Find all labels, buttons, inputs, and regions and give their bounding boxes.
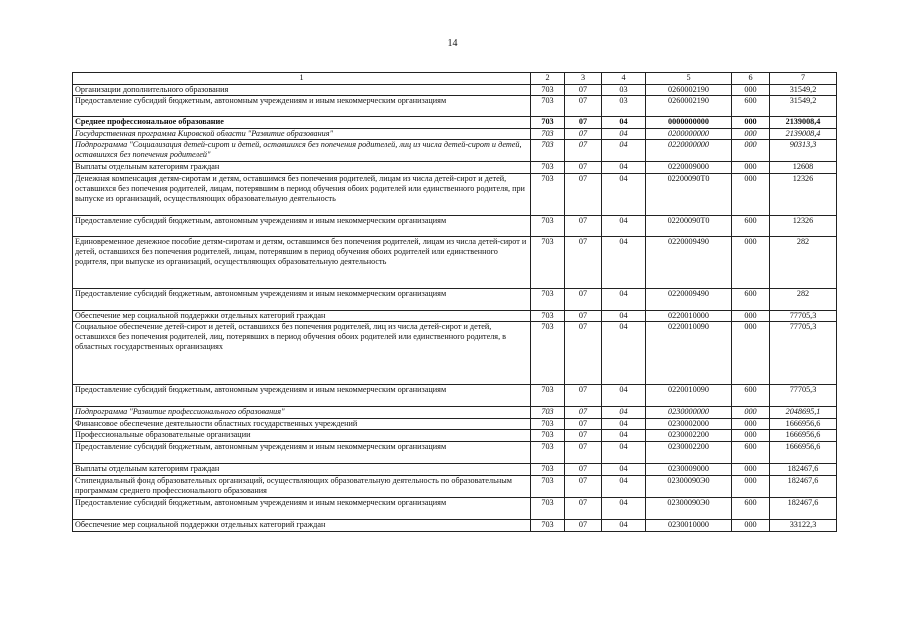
row-target-article: 0000000000 — [646, 117, 732, 129]
row-subsection: 04 — [602, 140, 646, 162]
row-section: 07 — [565, 216, 602, 237]
row-section: 07 — [565, 237, 602, 289]
table-row — [73, 96, 837, 117]
table-row — [73, 85, 837, 96]
row-amount: 77705,3 — [770, 322, 837, 385]
budget-table — [72, 72, 837, 532]
row-expense-type: 000 — [732, 520, 770, 532]
row-expense-type: 000 — [732, 140, 770, 162]
row-target-article: 0260002190 — [646, 96, 732, 117]
row-name: Выплаты отдельным категориям граждан — [73, 162, 531, 174]
row-target-article: 0220010090 — [646, 322, 732, 385]
row-name: Предоставление субсидий бюджетным, автономным учреждениям и иным некоммерческим организациям — [73, 216, 531, 237]
row-section: 07 — [565, 140, 602, 162]
row-amount: 77705,3 — [770, 385, 837, 407]
row-expense-type: 000 — [732, 85, 770, 96]
row-name: Единовременное денежное пособие детям-сиротам и детям, оставшимся без попечения родителей, лицам из числа детей-сирот и детей, оставшихся без попечения родителей, лицам, потерявшим в период обучения обоих родителей или единственного родителя, при выпуске из организаций, осуществляющих образовательную деятельность — [73, 237, 531, 289]
row-target-article: 02300090Э0 — [646, 498, 732, 520]
row-admin-code: 703 — [531, 140, 565, 162]
row-subsection: 03 — [602, 85, 646, 96]
row-target-article: 0200000000 — [646, 129, 732, 140]
row-admin-code: 703 — [531, 419, 565, 430]
row-subsection: 04 — [602, 419, 646, 430]
column-header: 3 — [565, 73, 602, 85]
table-row — [73, 162, 837, 174]
column-header: 4 — [602, 73, 646, 85]
row-expense-type: 000 — [732, 322, 770, 385]
row-expense-type: 000 — [732, 117, 770, 129]
row-target-article: 0220010000 — [646, 311, 732, 322]
row-admin-code: 703 — [531, 117, 565, 129]
row-section: 07 — [565, 129, 602, 140]
row-expense-type: 600 — [732, 96, 770, 117]
row-admin-code: 703 — [531, 520, 565, 532]
row-section: 07 — [565, 117, 602, 129]
row-expense-type: 000 — [732, 419, 770, 430]
row-name: Стипендиальный фонд образовательных организаций, осуществляющих образовательную деятельность по образовательным программам среднего профессионального образования — [73, 476, 531, 498]
row-subsection: 04 — [602, 174, 646, 216]
row-expense-type: 600 — [732, 498, 770, 520]
row-amount: 1666956,6 — [770, 419, 837, 430]
row-name: Организации дополнительного образования — [73, 85, 531, 96]
row-target-article: 02200090Т0 — [646, 174, 732, 216]
row-target-article: 02200090Т0 — [646, 216, 732, 237]
row-admin-code: 703 — [531, 407, 565, 419]
row-section: 07 — [565, 464, 602, 476]
row-section: 07 — [565, 498, 602, 520]
row-expense-type: 000 — [732, 311, 770, 322]
row-section: 07 — [565, 419, 602, 430]
table-row — [73, 385, 837, 407]
row-target-article: 0260002190 — [646, 85, 732, 96]
row-admin-code: 703 — [531, 476, 565, 498]
row-name: Социальное обеспечение детей-сирот и детей, оставшихся без попечения родителей, лиц из числа детей-сирот и детей, оставшихся без попечения родителей, лиц, потерявших в период обучения обоих родителей или единственного родителя, в областных государственных организациях — [73, 322, 531, 385]
row-expense-type: 000 — [732, 464, 770, 476]
row-section: 07 — [565, 430, 602, 442]
row-target-article: 0220009490 — [646, 237, 732, 289]
row-expense-type: 000 — [732, 162, 770, 174]
row-subsection: 04 — [602, 464, 646, 476]
row-admin-code: 703 — [531, 464, 565, 476]
table-row — [73, 476, 837, 498]
row-expense-type: 000 — [732, 430, 770, 442]
page-number: 14 — [447, 38, 458, 49]
row-subsection: 04 — [602, 385, 646, 407]
row-amount: 31549,2 — [770, 85, 837, 96]
row-amount: 2139008,4 — [770, 117, 837, 129]
table-row — [73, 419, 837, 430]
table-row — [73, 442, 837, 464]
row-target-article: 0230009000 — [646, 464, 732, 476]
row-expense-type: 000 — [732, 129, 770, 140]
table-row — [73, 216, 837, 237]
row-amount: 77705,3 — [770, 311, 837, 322]
table-row — [73, 237, 837, 289]
row-subsection: 04 — [602, 430, 646, 442]
row-name: Обеспечение мер социальной поддержки отдельных категорий граждан — [73, 311, 531, 322]
row-subsection: 04 — [602, 322, 646, 385]
row-section: 07 — [565, 174, 602, 216]
row-subsection: 04 — [602, 289, 646, 311]
row-target-article: 0230002200 — [646, 442, 732, 464]
row-expense-type: 600 — [732, 442, 770, 464]
column-header: 7 — [770, 73, 837, 85]
table-body — [73, 85, 837, 532]
table-header-row — [73, 73, 837, 85]
row-subsection: 04 — [602, 311, 646, 322]
row-amount: 282 — [770, 289, 837, 311]
table-row — [73, 464, 837, 476]
row-section: 07 — [565, 385, 602, 407]
table-row — [73, 430, 837, 442]
row-subsection: 04 — [602, 117, 646, 129]
row-subsection: 04 — [602, 407, 646, 419]
row-amount: 182467,6 — [770, 476, 837, 498]
row-name: Денежная компенсация детям-сиротам и детям, оставшимся без попечения родителей, лицам из числа детей-сирот и детей, оставшихся без попечения родителей, лицам, потерявшим в период обучения обоих родителей или единственного родителя, при выпуске из организаций, осуществляющих образовательную деятельность — [73, 174, 531, 216]
row-name: Предоставление субсидий бюджетным, автономным учреждениям и иным некоммерческим организациям — [73, 498, 531, 520]
row-section: 07 — [565, 311, 602, 322]
row-expense-type: 000 — [732, 237, 770, 289]
row-subsection: 04 — [602, 162, 646, 174]
row-admin-code: 703 — [531, 85, 565, 96]
row-amount: 33122,3 — [770, 520, 837, 532]
table-row — [73, 311, 837, 322]
row-section: 07 — [565, 162, 602, 174]
row-subsection: 04 — [602, 476, 646, 498]
row-expense-type: 600 — [732, 216, 770, 237]
row-name: Предоставление субсидий бюджетным, автономным учреждениям и иным некоммерческим организациям — [73, 385, 531, 407]
row-admin-code: 703 — [531, 442, 565, 464]
row-expense-type: 600 — [732, 385, 770, 407]
row-name: Государственная программа Кировской области "Развитие образования" — [73, 129, 531, 140]
row-subsection: 04 — [602, 237, 646, 289]
row-admin-code: 703 — [531, 498, 565, 520]
row-amount: 182467,6 — [770, 464, 837, 476]
table-row — [73, 129, 837, 140]
row-section: 07 — [565, 407, 602, 419]
row-admin-code: 703 — [531, 129, 565, 140]
row-subsection: 04 — [602, 129, 646, 140]
row-section: 07 — [565, 289, 602, 311]
row-subsection: 04 — [602, 498, 646, 520]
row-name: Профессиональные образовательные организации — [73, 430, 531, 442]
row-target-article: 0220000000 — [646, 140, 732, 162]
row-target-article: 0230010000 — [646, 520, 732, 532]
row-name: Предоставление субсидий бюджетным, автономным учреждениям и иным некоммерческим организациям — [73, 96, 531, 117]
row-target-article: 0230002000 — [646, 419, 732, 430]
row-amount: 182467,6 — [770, 498, 837, 520]
row-subsection: 04 — [602, 520, 646, 532]
row-name: Предоставление субсидий бюджетным, автономным учреждениям и иным некоммерческим организациям — [73, 442, 531, 464]
row-amount: 12326 — [770, 216, 837, 237]
row-amount: 2048695,1 — [770, 407, 837, 419]
row-name: Подпрограмма "Социализация детей-сирот и детей, оставшихся без попечения родителей, лиц из числа детей-сирот и детей, оставшихся без попечения родителей" — [73, 140, 531, 162]
row-amount: 90313,3 — [770, 140, 837, 162]
row-admin-code: 703 — [531, 430, 565, 442]
row-name: Среднее профессиональное образование — [73, 117, 531, 129]
row-target-article: 0220009000 — [646, 162, 732, 174]
table-row — [73, 322, 837, 385]
row-admin-code: 703 — [531, 322, 565, 385]
row-admin-code: 703 — [531, 289, 565, 311]
row-target-article: 0230002200 — [646, 430, 732, 442]
table-row — [73, 140, 837, 162]
row-name: Подпрограмма "Развитие профессионального образования" — [73, 407, 531, 419]
row-admin-code: 703 — [531, 216, 565, 237]
row-section: 07 — [565, 520, 602, 532]
row-section: 07 — [565, 476, 602, 498]
row-admin-code: 703 — [531, 96, 565, 117]
table-row — [73, 520, 837, 532]
row-admin-code: 703 — [531, 174, 565, 216]
row-amount: 31549,2 — [770, 96, 837, 117]
column-header: 5 — [646, 73, 732, 85]
row-target-article: 0220010090 — [646, 385, 732, 407]
row-name: Выплаты отдельным категориям граждан — [73, 464, 531, 476]
row-subsection: 04 — [602, 216, 646, 237]
row-amount: 12326 — [770, 174, 837, 216]
row-amount: 2139008,4 — [770, 129, 837, 140]
table-row — [73, 117, 837, 129]
table-row — [73, 174, 837, 216]
row-amount: 12608 — [770, 162, 837, 174]
column-header: 6 — [732, 73, 770, 85]
row-expense-type: 000 — [732, 174, 770, 216]
row-target-article: 02300090Э0 — [646, 476, 732, 498]
row-admin-code: 703 — [531, 311, 565, 322]
row-expense-type: 000 — [732, 407, 770, 419]
row-name: Финансовое обеспечение деятельности областных государственных учреждений — [73, 419, 531, 430]
row-name: Предоставление субсидий бюджетным, автономным учреждениям и иным некоммерческим организациям — [73, 289, 531, 311]
table-row — [73, 407, 837, 419]
row-amount: 1666956,6 — [770, 442, 837, 464]
row-section: 07 — [565, 85, 602, 96]
row-name: Обеспечение мер социальной поддержки отдельных категорий граждан — [73, 520, 531, 532]
row-expense-type: 600 — [732, 289, 770, 311]
row-admin-code: 703 — [531, 162, 565, 174]
table-row — [73, 498, 837, 520]
row-admin-code: 703 — [531, 237, 565, 289]
table-row — [73, 289, 837, 311]
row-subsection: 04 — [602, 442, 646, 464]
row-expense-type: 000 — [732, 476, 770, 498]
row-admin-code: 703 — [531, 385, 565, 407]
row-section: 07 — [565, 322, 602, 385]
row-amount: 1666956,6 — [770, 430, 837, 442]
row-section: 07 — [565, 96, 602, 117]
column-header: 1 — [73, 73, 531, 85]
column-header: 2 — [531, 73, 565, 85]
row-target-article: 0220009490 — [646, 289, 732, 311]
row-subsection: 03 — [602, 96, 646, 117]
row-section: 07 — [565, 442, 602, 464]
row-target-article: 0230000000 — [646, 407, 732, 419]
row-amount: 282 — [770, 237, 837, 289]
